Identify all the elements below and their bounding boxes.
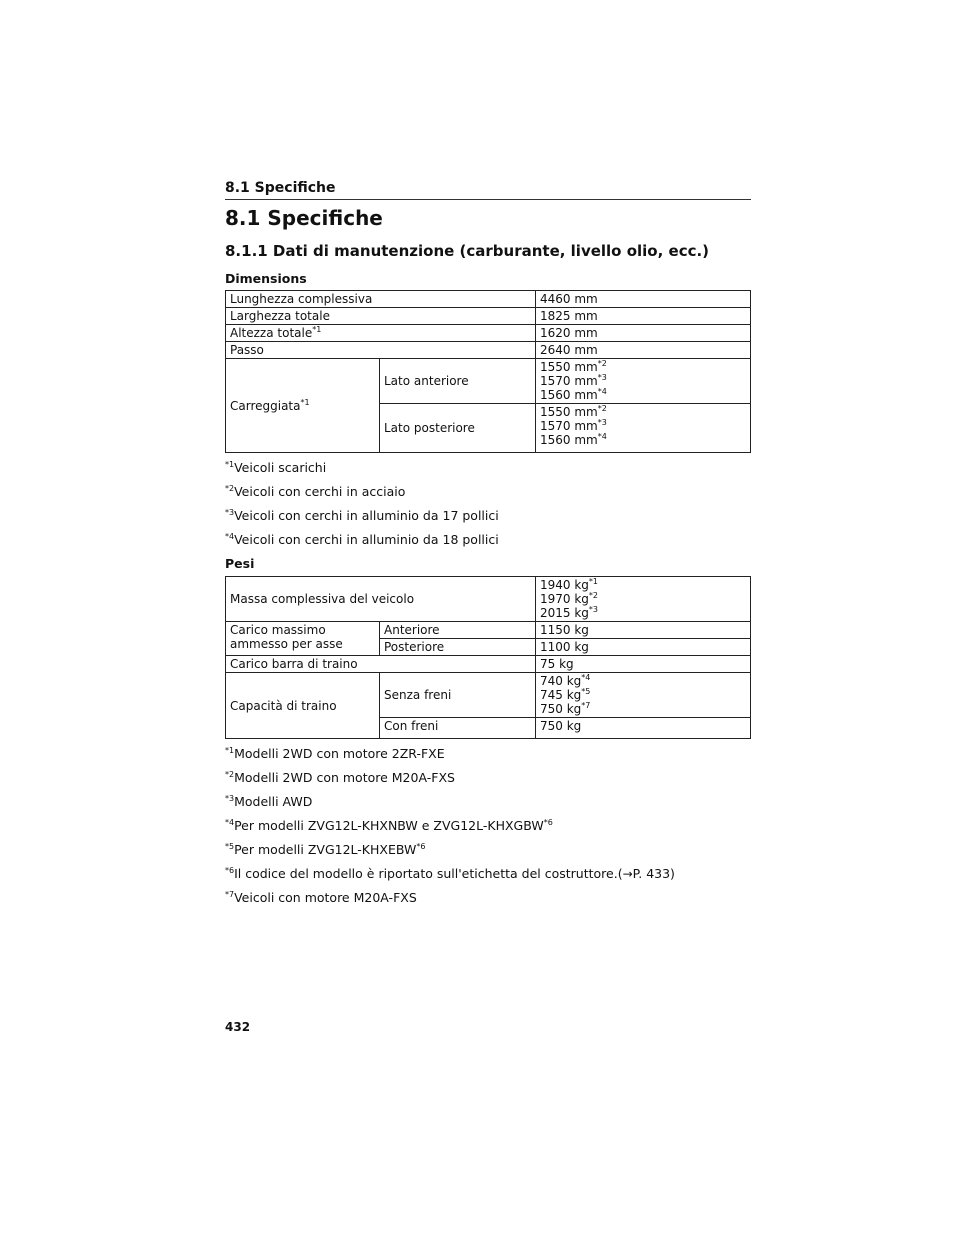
footnote-ref: *4 bbox=[597, 432, 607, 441]
footnote-mark: *4 bbox=[225, 531, 235, 541]
cell-value: 745 kg bbox=[540, 688, 582, 702]
footnote-ref: *1 bbox=[588, 577, 599, 586]
table-cell bbox=[226, 325, 536, 342]
table-cell bbox=[536, 577, 751, 622]
footnote-mark: *3 bbox=[225, 507, 235, 517]
cell-value: 750 kg bbox=[540, 702, 582, 716]
cell-value: 1570 mm bbox=[540, 374, 598, 388]
footnote-text: Per modelli ZVG12L-KHXNBW e ZVG12L-KHXGBW bbox=[234, 818, 544, 833]
footnote-ref: *3 bbox=[597, 418, 607, 427]
section-title: 8.1 Specifiche bbox=[225, 206, 383, 230]
footnote-text: Veicoli con cerchi in alluminio da 18 pollici bbox=[234, 532, 499, 547]
footnote bbox=[225, 840, 675, 864]
table-cell: Lunghezza complessiva bbox=[226, 291, 536, 308]
table-cell: Passo bbox=[226, 342, 536, 359]
table-cell bbox=[536, 673, 751, 718]
footnote bbox=[225, 458, 499, 482]
footnote-text: Veicoli con motore M20A-FXS bbox=[234, 890, 417, 905]
table-cell: Massa complessiva del veicolo bbox=[226, 577, 536, 622]
cell-value: 1970 kg bbox=[540, 592, 589, 606]
cell-value: 2015 kg bbox=[540, 606, 589, 620]
footnote bbox=[225, 816, 675, 840]
table-cell bbox=[536, 359, 751, 404]
footnote-text: Il codice del modello è riportato sull'etichetta del costruttore.( bbox=[234, 866, 623, 881]
table-row bbox=[226, 359, 751, 404]
table-cell: Carico barra di traino bbox=[226, 656, 536, 673]
page-reference-link[interactable]: P. 433) bbox=[632, 866, 675, 881]
footnote-ref: *5 bbox=[581, 687, 591, 696]
footnote-text: Modelli 2WD con motore M20A-FXS bbox=[234, 770, 455, 785]
cell-value: 740 kg bbox=[540, 674, 582, 688]
footnote-mark: *7 bbox=[225, 889, 235, 899]
cell-label: Carreggiata bbox=[230, 398, 301, 413]
footnote-mark: *1 bbox=[225, 745, 235, 755]
footnote bbox=[225, 506, 499, 530]
cell-value: 1940 kg bbox=[540, 578, 589, 592]
footnote-text: Veicoli con cerchi in alluminio da 17 pollici bbox=[234, 508, 499, 523]
table-cell: Con freni bbox=[380, 718, 536, 739]
cell-value: 1550 mm bbox=[540, 360, 598, 374]
footnote-mark: *4 bbox=[225, 817, 235, 827]
table-cell: 1150 kg bbox=[536, 622, 751, 639]
running-header: 8.1 Specifiche bbox=[225, 180, 751, 200]
dimensions-footnotes bbox=[225, 458, 499, 554]
dimensions-label: Dimensions bbox=[225, 271, 307, 286]
footnote-ref: *2 bbox=[597, 359, 607, 368]
arrow-icon: → bbox=[622, 867, 633, 881]
footnote-mark: *6 bbox=[225, 865, 235, 875]
footnote-ref: *7 bbox=[581, 701, 591, 710]
page-number: 432 bbox=[225, 1020, 251, 1034]
footnote bbox=[225, 864, 675, 888]
footnote-ref: *3 bbox=[597, 373, 607, 382]
cell-label: Altezza totale bbox=[230, 326, 313, 340]
footnote-ref: *1 bbox=[300, 397, 310, 407]
footnote bbox=[225, 888, 675, 912]
footnote-ref: *2 bbox=[588, 591, 599, 600]
footnote-mark: *5 bbox=[225, 841, 235, 851]
footnote-text: Per modelli ZVG12L-KHXEBW bbox=[234, 842, 417, 857]
table-row bbox=[226, 622, 751, 639]
footnote bbox=[225, 768, 675, 792]
table-row bbox=[226, 325, 751, 342]
table-row bbox=[226, 291, 751, 308]
footnote-ref: *4 bbox=[597, 387, 607, 396]
table-cell: 1620 mm bbox=[536, 325, 751, 342]
table-cell: Posteriore bbox=[380, 639, 536, 656]
weights-footnotes bbox=[225, 744, 675, 912]
table-cell: 75 kg bbox=[536, 656, 751, 673]
cell-value: 1560 mm bbox=[540, 433, 598, 447]
footnote-text: Veicoli con cerchi in acciaio bbox=[234, 484, 406, 499]
footnote bbox=[225, 482, 499, 506]
footnote bbox=[225, 792, 675, 816]
weights-label: Pesi bbox=[225, 556, 255, 571]
table-row bbox=[226, 656, 751, 673]
table-cell: Senza freni bbox=[380, 673, 536, 718]
footnote-ref: *3 bbox=[588, 605, 599, 614]
footnote-text: Modelli 2WD con motore 2ZR-FXE bbox=[234, 746, 445, 761]
footnote-ref: *2 bbox=[597, 404, 607, 413]
table-cell: Lato posteriore bbox=[380, 404, 536, 453]
cell-value: 1560 mm bbox=[540, 388, 598, 402]
weights-table bbox=[225, 576, 751, 739]
table-cell: Larghezza totale bbox=[226, 308, 536, 325]
cell-value: 1550 mm bbox=[540, 405, 598, 419]
table-cell: Anteriore bbox=[380, 622, 536, 639]
table-cell: 2640 mm bbox=[536, 342, 751, 359]
footnote-ref: *4 bbox=[581, 673, 591, 682]
footnote bbox=[225, 744, 675, 768]
table-cell bbox=[536, 404, 751, 453]
table-cell: Lato anteriore bbox=[380, 359, 536, 404]
footnote-ref: *1 bbox=[312, 325, 322, 334]
table-cell: Carico massimo ammesso per asse bbox=[226, 622, 380, 656]
table-row bbox=[226, 342, 751, 359]
table-cell: 750 kg bbox=[536, 718, 751, 739]
table-cell: Capacità di traino bbox=[226, 673, 380, 739]
footnote-mark: *2 bbox=[225, 483, 235, 493]
table-row bbox=[226, 673, 751, 718]
table-row bbox=[226, 308, 751, 325]
subsection-title: 8.1.1 Dati di manutenzione (carburante, livello olio, ecc.) bbox=[225, 242, 710, 260]
footnote-mark: *2 bbox=[225, 769, 235, 779]
cell-value: 1570 mm bbox=[540, 419, 598, 433]
table-cell: 4460 mm bbox=[536, 291, 751, 308]
footnote-text: Modelli AWD bbox=[234, 794, 313, 809]
table-cell: 1825 mm bbox=[536, 308, 751, 325]
table-row bbox=[226, 577, 751, 622]
footnote-ref: *6 bbox=[543, 817, 553, 827]
footnote-ref: *6 bbox=[416, 841, 426, 851]
footnote-mark: *1 bbox=[225, 459, 235, 469]
footnote-text: Veicoli scarichi bbox=[234, 460, 327, 475]
footnote-mark: *3 bbox=[225, 793, 235, 803]
dimensions-table bbox=[225, 290, 751, 453]
table-cell bbox=[226, 359, 380, 453]
table-cell: 1100 kg bbox=[536, 639, 751, 656]
footnote bbox=[225, 530, 499, 554]
